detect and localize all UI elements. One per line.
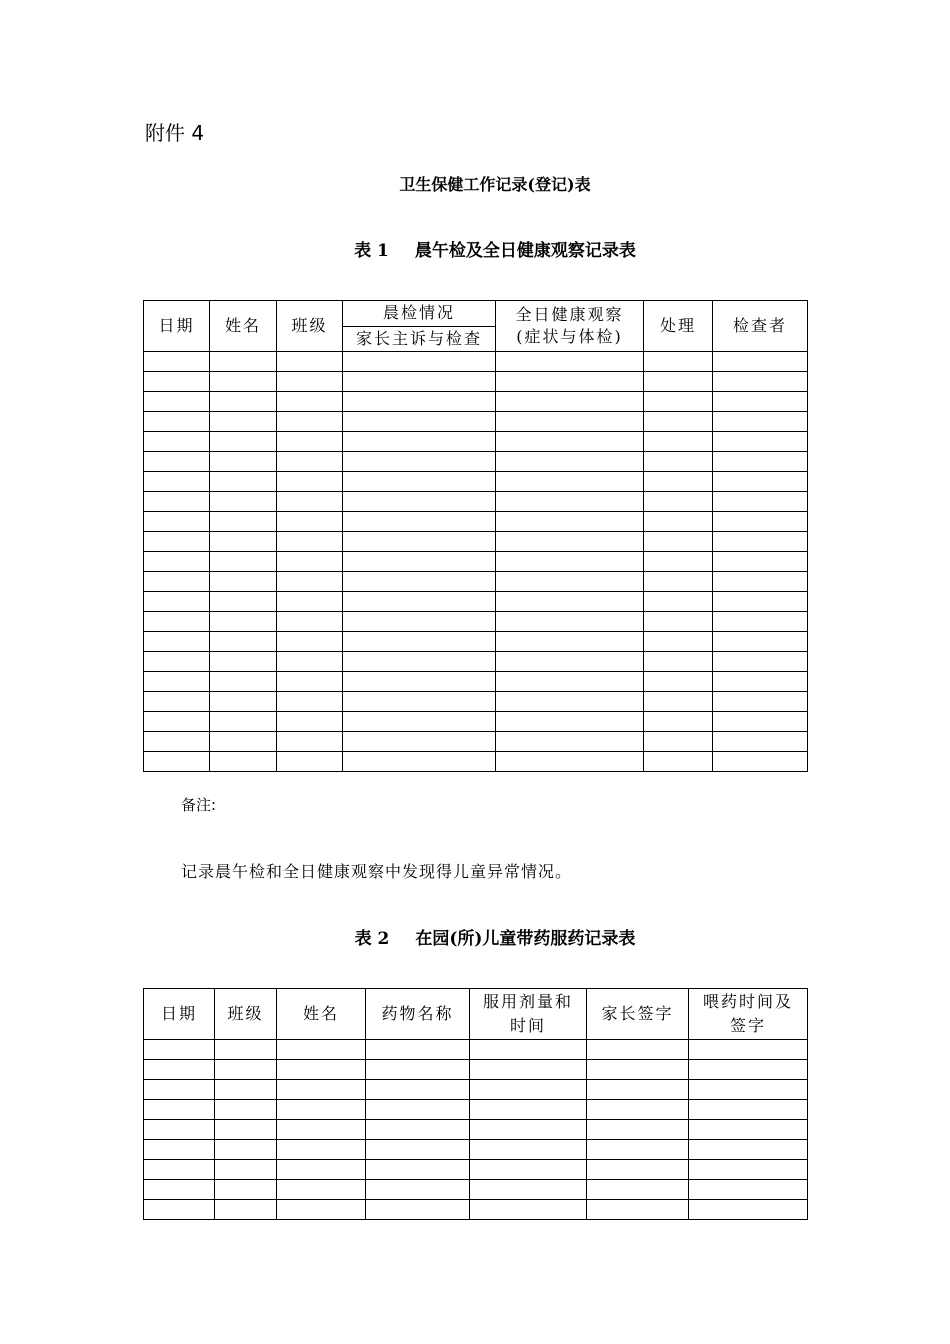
- blank-cell[interactable]: [496, 392, 644, 412]
- blank-cell[interactable]: [713, 552, 808, 572]
- header-date: 日期: [144, 301, 210, 352]
- blank-cell[interactable]: [215, 1100, 277, 1120]
- blank-cell[interactable]: [210, 432, 277, 452]
- blank-cell[interactable]: [496, 552, 644, 572]
- table-row: [144, 632, 808, 652]
- table-row: [144, 1040, 808, 1060]
- blank-cell[interactable]: [277, 672, 343, 692]
- blank-cell[interactable]: [277, 1140, 366, 1160]
- blank-cell[interactable]: [215, 1040, 277, 1060]
- table-row: [144, 612, 808, 632]
- header-treatment: 处理: [644, 301, 713, 352]
- blank-cell[interactable]: [277, 552, 343, 572]
- blank-cell[interactable]: [210, 512, 277, 532]
- blank-cell[interactable]: [644, 572, 713, 592]
- blank-cell[interactable]: [644, 352, 713, 372]
- blank-cell[interactable]: [144, 1160, 215, 1180]
- blank-cell[interactable]: [644, 732, 713, 752]
- morning-check-table: [143, 300, 808, 772]
- blank-cell[interactable]: [210, 412, 277, 432]
- blank-cell[interactable]: [144, 572, 210, 592]
- blank-cell[interactable]: [277, 512, 343, 532]
- blank-cell[interactable]: [144, 632, 210, 652]
- blank-cell[interactable]: [713, 452, 808, 472]
- blank-cell[interactable]: [470, 1060, 587, 1080]
- table-row: [144, 492, 808, 512]
- table-row: [144, 432, 808, 452]
- blank-cell[interactable]: [343, 712, 496, 732]
- header-dosage: [470, 989, 587, 1040]
- blank-cell[interactable]: [277, 1200, 366, 1220]
- blank-cell[interactable]: [144, 412, 210, 432]
- blank-cell[interactable]: [277, 732, 343, 752]
- header-feeding: [689, 989, 808, 1040]
- blank-cell[interactable]: [343, 352, 496, 372]
- blank-cell[interactable]: [470, 1080, 587, 1100]
- blank-cell[interactable]: [210, 632, 277, 652]
- blank-cell[interactable]: [644, 692, 713, 712]
- blank-cell[interactable]: [587, 1080, 689, 1100]
- blank-cell[interactable]: [713, 432, 808, 452]
- blank-cell[interactable]: [713, 372, 808, 392]
- blank-cell[interactable]: [144, 1120, 215, 1140]
- blank-cell[interactable]: [496, 572, 644, 592]
- blank-cell[interactable]: [496, 492, 644, 512]
- blank-cell[interactable]: [689, 1160, 808, 1180]
- blank-cell[interactable]: [496, 512, 644, 532]
- header-name: 姓名: [277, 989, 366, 1040]
- note-text: 记录晨午检和全日健康观察中发现得儿童异常情况。: [181, 862, 573, 881]
- blank-cell[interactable]: [689, 1120, 808, 1140]
- blank-cell[interactable]: [210, 532, 277, 552]
- blank-cell[interactable]: [343, 592, 496, 612]
- blank-cell[interactable]: [277, 372, 343, 392]
- blank-cell[interactable]: [343, 512, 496, 532]
- header-morning-check: 晨检情况: [343, 301, 496, 327]
- table1-title: 晨午检及全日健康观察记录表: [414, 241, 636, 261]
- blank-cell[interactable]: [343, 412, 496, 432]
- blank-cell[interactable]: [644, 752, 713, 772]
- blank-cell[interactable]: [144, 1060, 215, 1080]
- blank-cell[interactable]: [343, 632, 496, 652]
- blank-cell[interactable]: [210, 732, 277, 752]
- blank-cell[interactable]: [366, 1180, 470, 1200]
- table1-number: 表 1: [354, 241, 389, 261]
- blank-cell[interactable]: [689, 1040, 808, 1060]
- header-parent-complaint: 家长主诉与检查: [343, 326, 496, 352]
- blank-cell[interactable]: [215, 1140, 277, 1160]
- table-row: [144, 1060, 808, 1080]
- table2-title: 在园(所)儿童带药服药记录表: [415, 929, 636, 949]
- blank-cell[interactable]: [496, 432, 644, 452]
- blank-cell[interactable]: [366, 1160, 470, 1180]
- blank-cell[interactable]: [144, 472, 210, 492]
- blank-cell[interactable]: [644, 712, 713, 732]
- table1-heading: [0, 236, 950, 261]
- blank-cell[interactable]: [210, 592, 277, 612]
- blank-cell[interactable]: [144, 1140, 215, 1160]
- table-row: [144, 452, 808, 472]
- blank-cell[interactable]: [644, 532, 713, 552]
- table1-body: [144, 352, 808, 772]
- blank-cell[interactable]: [496, 352, 644, 372]
- blank-cell[interactable]: [689, 1200, 808, 1220]
- blank-cell[interactable]: [343, 372, 496, 392]
- blank-cell[interactable]: [144, 1100, 215, 1120]
- blank-cell[interactable]: [144, 732, 210, 752]
- blank-cell[interactable]: [713, 652, 808, 672]
- blank-cell[interactable]: [713, 512, 808, 532]
- blank-cell[interactable]: [210, 752, 277, 772]
- blank-cell[interactable]: [713, 352, 808, 372]
- blank-cell[interactable]: [277, 592, 343, 612]
- blank-cell[interactable]: [644, 392, 713, 412]
- blank-cell[interactable]: [496, 372, 644, 392]
- blank-cell[interactable]: [470, 1100, 587, 1120]
- blank-cell[interactable]: [644, 492, 713, 512]
- blank-cell[interactable]: [215, 1060, 277, 1080]
- blank-cell[interactable]: [366, 1100, 470, 1120]
- blank-cell[interactable]: [144, 432, 210, 452]
- table-row: [144, 732, 808, 752]
- blank-cell[interactable]: [144, 1180, 215, 1200]
- blank-cell[interactable]: [496, 652, 644, 672]
- blank-cell[interactable]: [496, 752, 644, 772]
- table-row: [144, 692, 808, 712]
- blank-cell[interactable]: [713, 712, 808, 732]
- blank-cell[interactable]: [713, 732, 808, 752]
- blank-cell[interactable]: [210, 372, 277, 392]
- blank-cell[interactable]: [210, 572, 277, 592]
- blank-cell[interactable]: [496, 592, 644, 612]
- blank-cell[interactable]: [215, 1160, 277, 1180]
- blank-cell[interactable]: [144, 692, 210, 712]
- blank-cell[interactable]: [496, 452, 644, 472]
- blank-cell[interactable]: [215, 1120, 277, 1140]
- table-row: [144, 1200, 808, 1220]
- blank-cell[interactable]: [215, 1200, 277, 1220]
- blank-cell[interactable]: [343, 752, 496, 772]
- header-medicine-name: 药物名称: [366, 989, 470, 1040]
- table-row: [144, 532, 808, 552]
- table-row: [144, 392, 808, 412]
- blank-cell[interactable]: [470, 1040, 587, 1060]
- blank-cell[interactable]: [689, 1080, 808, 1100]
- blank-cell[interactable]: [144, 612, 210, 632]
- blank-cell[interactable]: [215, 1180, 277, 1200]
- blank-cell[interactable]: [343, 732, 496, 752]
- blank-cell[interactable]: [713, 672, 808, 692]
- blank-cell[interactable]: [689, 1140, 808, 1160]
- table-row: [144, 552, 808, 572]
- blank-cell[interactable]: [277, 472, 343, 492]
- blank-cell[interactable]: [713, 492, 808, 512]
- blank-cell[interactable]: [277, 752, 343, 772]
- header-observation: [496, 301, 644, 352]
- blank-cell[interactable]: [713, 612, 808, 632]
- blank-cell[interactable]: [713, 532, 808, 552]
- blank-cell[interactable]: [470, 1160, 587, 1180]
- blank-cell[interactable]: [210, 492, 277, 512]
- blank-cell[interactable]: [587, 1060, 689, 1080]
- blank-cell[interactable]: [713, 412, 808, 432]
- table-row: [144, 592, 808, 612]
- header-name: 姓名: [210, 301, 277, 352]
- table-row: [144, 352, 808, 372]
- blank-cell[interactable]: [496, 632, 644, 652]
- blank-cell[interactable]: [713, 572, 808, 592]
- header-feeding-line1: 喂药时间及: [702, 992, 793, 1011]
- blank-cell[interactable]: [277, 392, 343, 412]
- blank-cell[interactable]: [277, 1120, 366, 1140]
- header-feeding-line2: 签字: [729, 1016, 766, 1035]
- blank-cell[interactable]: [210, 452, 277, 472]
- table2-heading: [0, 924, 950, 949]
- blank-cell[interactable]: [689, 1180, 808, 1200]
- blank-cell[interactable]: [210, 392, 277, 412]
- blank-cell[interactable]: [277, 612, 343, 632]
- blank-cell[interactable]: [713, 752, 808, 772]
- blank-cell[interactable]: [144, 592, 210, 612]
- blank-cell[interactable]: [343, 492, 496, 512]
- table-row: [144, 472, 808, 492]
- blank-cell[interactable]: [210, 652, 277, 672]
- blank-cell[interactable]: [343, 452, 496, 472]
- blank-cell[interactable]: [210, 472, 277, 492]
- blank-cell[interactable]: [366, 1080, 470, 1100]
- blank-cell[interactable]: [277, 692, 343, 712]
- blank-cell[interactable]: [210, 552, 277, 572]
- blank-cell[interactable]: [470, 1140, 587, 1160]
- blank-cell[interactable]: [644, 552, 713, 572]
- blank-cell[interactable]: [470, 1200, 587, 1220]
- blank-cell[interactable]: [644, 592, 713, 612]
- blank-cell[interactable]: [210, 712, 277, 732]
- header-dosage-line1: 服用剂量和: [482, 992, 573, 1011]
- attachment-label: 附件 4: [145, 121, 205, 145]
- blank-cell[interactable]: [343, 612, 496, 632]
- blank-cell[interactable]: [215, 1080, 277, 1100]
- blank-cell[interactable]: [277, 412, 343, 432]
- blank-cell[interactable]: [144, 372, 210, 392]
- blank-cell[interactable]: [713, 592, 808, 612]
- blank-cell[interactable]: [366, 1200, 470, 1220]
- blank-cell[interactable]: [470, 1120, 587, 1140]
- blank-cell[interactable]: [343, 672, 496, 692]
- blank-cell[interactable]: [343, 652, 496, 672]
- blank-cell[interactable]: [144, 512, 210, 532]
- blank-cell[interactable]: [496, 672, 644, 692]
- blank-cell[interactable]: [277, 1080, 366, 1100]
- blank-cell[interactable]: [277, 1060, 366, 1080]
- blank-cell[interactable]: [144, 552, 210, 572]
- header-parent-signature: 家长签字: [587, 989, 689, 1040]
- table-row: [144, 672, 808, 692]
- table-row: [144, 712, 808, 732]
- blank-cell[interactable]: [343, 432, 496, 452]
- blank-cell[interactable]: [713, 692, 808, 712]
- table-row: [144, 1160, 808, 1180]
- blank-cell[interactable]: [644, 452, 713, 472]
- blank-cell[interactable]: [144, 752, 210, 772]
- table-row: [144, 512, 808, 532]
- blank-cell[interactable]: [144, 712, 210, 732]
- blank-cell[interactable]: [277, 1040, 366, 1060]
- blank-cell[interactable]: [343, 392, 496, 412]
- blank-cell[interactable]: [144, 1040, 215, 1060]
- header-date: 日期: [144, 989, 215, 1040]
- blank-cell[interactable]: [144, 532, 210, 552]
- blank-cell[interactable]: [144, 1200, 215, 1220]
- header-inspector: 检查者: [713, 301, 808, 352]
- blank-cell[interactable]: [644, 632, 713, 652]
- table-row: [144, 1120, 808, 1140]
- blank-cell[interactable]: [277, 532, 343, 552]
- blank-cell[interactable]: [689, 1100, 808, 1120]
- header-class: 班级: [277, 301, 343, 352]
- blank-cell[interactable]: [210, 612, 277, 632]
- blank-cell[interactable]: [644, 412, 713, 432]
- blank-cell[interactable]: [277, 1180, 366, 1200]
- blank-cell[interactable]: [713, 392, 808, 412]
- blank-cell[interactable]: [496, 732, 644, 752]
- blank-cell[interactable]: [210, 672, 277, 692]
- blank-cell[interactable]: [689, 1060, 808, 1080]
- blank-cell[interactable]: [366, 1120, 470, 1140]
- blank-cell[interactable]: [277, 1100, 366, 1120]
- table-row: [144, 1100, 808, 1120]
- blank-cell[interactable]: [144, 452, 210, 472]
- blank-cell[interactable]: [144, 1080, 215, 1100]
- blank-cell[interactable]: [343, 572, 496, 592]
- blank-cell[interactable]: [277, 632, 343, 652]
- blank-cell[interactable]: [277, 352, 343, 372]
- blank-cell[interactable]: [277, 432, 343, 452]
- blank-cell[interactable]: [644, 372, 713, 392]
- table2-body: [144, 1040, 808, 1220]
- blank-cell[interactable]: [144, 392, 210, 412]
- blank-cell[interactable]: [366, 1040, 470, 1060]
- blank-cell[interactable]: [343, 692, 496, 712]
- table-row: [144, 372, 808, 392]
- blank-cell[interactable]: [587, 1180, 689, 1200]
- blank-cell[interactable]: [343, 532, 496, 552]
- blank-cell[interactable]: [210, 692, 277, 712]
- table-row: [144, 412, 808, 432]
- blank-cell[interactable]: [144, 352, 210, 372]
- blank-cell[interactable]: [644, 672, 713, 692]
- blank-cell[interactable]: [587, 1100, 689, 1120]
- blank-cell[interactable]: [210, 352, 277, 372]
- header-dosage-line2: 时间: [509, 1016, 546, 1035]
- blank-cell[interactable]: [277, 572, 343, 592]
- table-row: [144, 1140, 808, 1160]
- blank-cell[interactable]: [470, 1180, 587, 1200]
- blank-cell[interactable]: [277, 452, 343, 472]
- note-label: 备注:: [181, 796, 217, 814]
- blank-cell[interactable]: [496, 532, 644, 552]
- blank-cell[interactable]: [587, 1140, 689, 1160]
- blank-cell[interactable]: [496, 412, 644, 432]
- blank-cell[interactable]: [343, 552, 496, 572]
- blank-cell[interactable]: [587, 1200, 689, 1220]
- blank-cell[interactable]: [277, 1160, 366, 1180]
- blank-cell[interactable]: [496, 692, 644, 712]
- blank-cell[interactable]: [496, 472, 644, 492]
- table-row: [144, 652, 808, 672]
- blank-cell[interactable]: [644, 612, 713, 632]
- table-row: [144, 572, 808, 592]
- blank-cell[interactable]: [713, 632, 808, 652]
- blank-cell[interactable]: [496, 712, 644, 732]
- blank-cell[interactable]: [144, 492, 210, 512]
- blank-cell[interactable]: [713, 472, 808, 492]
- blank-cell[interactable]: [144, 672, 210, 692]
- table-row: [144, 1080, 808, 1100]
- header-class: 班级: [215, 989, 277, 1040]
- table2-number: 表 2: [354, 929, 390, 949]
- blank-cell[interactable]: [587, 1040, 689, 1060]
- blank-cell[interactable]: [277, 492, 343, 512]
- medication-table: [143, 988, 808, 1220]
- table-row: [144, 1180, 808, 1200]
- document-title: 卫生保健工作记录(登记)表: [399, 175, 591, 194]
- blank-cell[interactable]: [343, 472, 496, 492]
- blank-cell[interactable]: [144, 652, 210, 672]
- header-observation-line2: (症状与体检): [516, 327, 623, 346]
- blank-cell[interactable]: [644, 512, 713, 532]
- blank-cell[interactable]: [644, 472, 713, 492]
- blank-cell[interactable]: [496, 612, 644, 632]
- blank-cell[interactable]: [587, 1160, 689, 1180]
- blank-cell[interactable]: [366, 1140, 470, 1160]
- blank-cell[interactable]: [644, 432, 713, 452]
- table-row: [144, 752, 808, 772]
- header-observation-line1: 全日健康观察: [515, 305, 624, 324]
- blank-cell[interactable]: [277, 712, 343, 732]
- blank-cell[interactable]: [277, 652, 343, 672]
- blank-cell[interactable]: [366, 1060, 470, 1080]
- blank-cell[interactable]: [644, 652, 713, 672]
- blank-cell[interactable]: [587, 1120, 689, 1140]
